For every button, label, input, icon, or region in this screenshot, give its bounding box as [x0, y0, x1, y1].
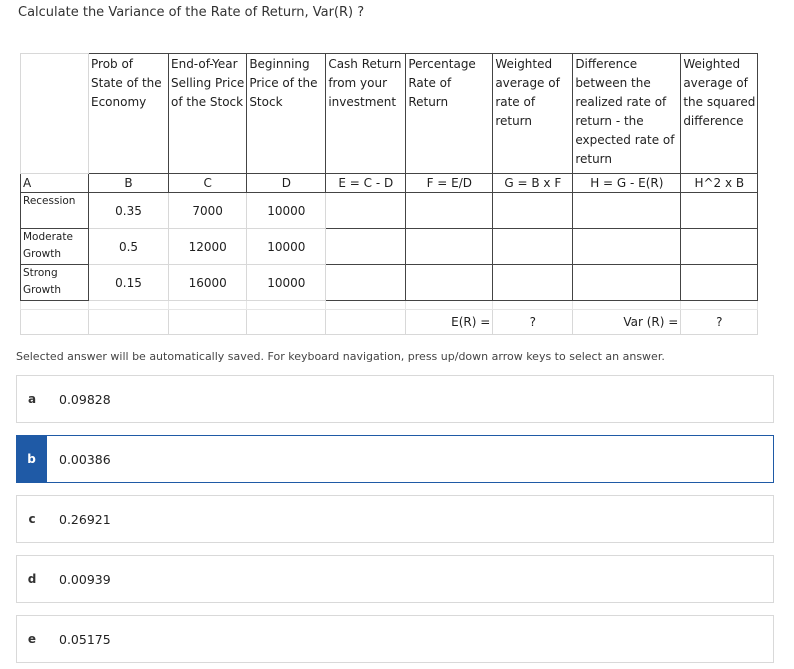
prob-cell: 0.35: [89, 193, 169, 229]
option-letter: b: [16, 435, 47, 483]
weighted-squared-cell[interactable]: [681, 193, 758, 229]
letter-cell: G = B x F: [493, 174, 573, 193]
difference-cell[interactable]: [573, 265, 681, 301]
option-letter: e: [27, 632, 37, 646]
option-value: 0.26921: [59, 511, 111, 527]
rate-of-return-cell[interactable]: [406, 229, 493, 265]
answer-option-b[interactable]: [16, 435, 774, 483]
selling-price-cell: 7000: [169, 193, 247, 229]
option-letter: a: [27, 392, 37, 406]
option-letter: c: [28, 512, 36, 526]
option-value: 0.05175: [59, 631, 111, 647]
expected-return-value: ?: [493, 310, 573, 335]
variance-value: ?: [681, 310, 758, 335]
difference-cell[interactable]: [573, 193, 681, 229]
instruction-text: Selected answer will be automatically saved. For keyboard navigation, press up/down arrow keys to select an answer.: [16, 350, 665, 363]
header-cell-g: Weighted average of rate of return: [493, 54, 573, 174]
selling-price-cell: 12000: [169, 229, 247, 265]
answer-option-e[interactable]: [16, 615, 774, 663]
table-row: [21, 193, 758, 229]
prob-cell: 0.5: [89, 229, 169, 265]
expected-return-label: E(R) =: [406, 310, 493, 335]
beginning-price-cell: 10000: [247, 193, 326, 229]
header-cell-a: [21, 54, 89, 174]
weighted-return-cell[interactable]: [493, 229, 573, 265]
header-cell-i: Weighted average of the squared difference: [681, 54, 758, 174]
header-cell-e: Cash Return from your investment: [326, 54, 406, 174]
weighted-return-cell[interactable]: [493, 265, 573, 301]
cash-return-cell[interactable]: [326, 229, 406, 265]
header-cell-b: Prob of State of the Economy: [89, 54, 169, 174]
option-letter: d: [27, 572, 37, 586]
row-label: Moderate Growth: [21, 229, 89, 265]
table-row: [21, 229, 758, 265]
answer-option-c[interactable]: [16, 495, 774, 543]
answer-option-a[interactable]: [16, 375, 774, 423]
rate-of-return-cell[interactable]: [406, 193, 493, 229]
beginning-price-cell: 10000: [247, 229, 326, 265]
row-label: Recession: [21, 193, 89, 229]
variance-table: [20, 53, 758, 335]
letter-cell: F = E/D: [406, 174, 493, 193]
cash-return-cell[interactable]: [326, 193, 406, 229]
letter-cell: H^2 x B: [681, 174, 758, 193]
variance-label: Var (R) =: [573, 310, 681, 335]
letter-cell: D: [247, 174, 326, 193]
question-text: Calculate the Variance of the Rate of Return, Var(R) ?: [18, 5, 365, 20]
weighted-squared-cell[interactable]: [681, 229, 758, 265]
header-cell-f: Percentage Rate of Return: [406, 54, 493, 174]
letter-cell: C: [169, 174, 247, 193]
selling-price-cell: 16000: [169, 265, 247, 301]
option-value: 0.00386: [59, 451, 111, 467]
letter-cell: B: [89, 174, 169, 193]
letter-cell: A: [21, 174, 89, 193]
weighted-squared-cell[interactable]: [681, 265, 758, 301]
header-cell-h: Difference between the realized rate of return - the expected rate of return: [573, 54, 681, 174]
difference-cell[interactable]: [573, 229, 681, 265]
letter-cell: E = C - D: [326, 174, 406, 193]
row-label: Strong Growth: [21, 265, 89, 301]
answer-option-d[interactable]: [16, 555, 774, 603]
option-value: 0.09828: [59, 391, 111, 407]
weighted-return-cell[interactable]: [493, 193, 573, 229]
prob-cell: 0.15: [89, 265, 169, 301]
option-value: 0.00939: [59, 571, 111, 587]
cash-return-cell[interactable]: [326, 265, 406, 301]
table-row: [21, 265, 758, 301]
header-cell-c: End-of-Year Selling Price of the Stock: [169, 54, 247, 174]
letter-cell: H = G - E(R): [573, 174, 681, 193]
header-cell-d: Beginning Price of the Stock: [247, 54, 326, 174]
beginning-price-cell: 10000: [247, 265, 326, 301]
rate-of-return-cell[interactable]: [406, 265, 493, 301]
